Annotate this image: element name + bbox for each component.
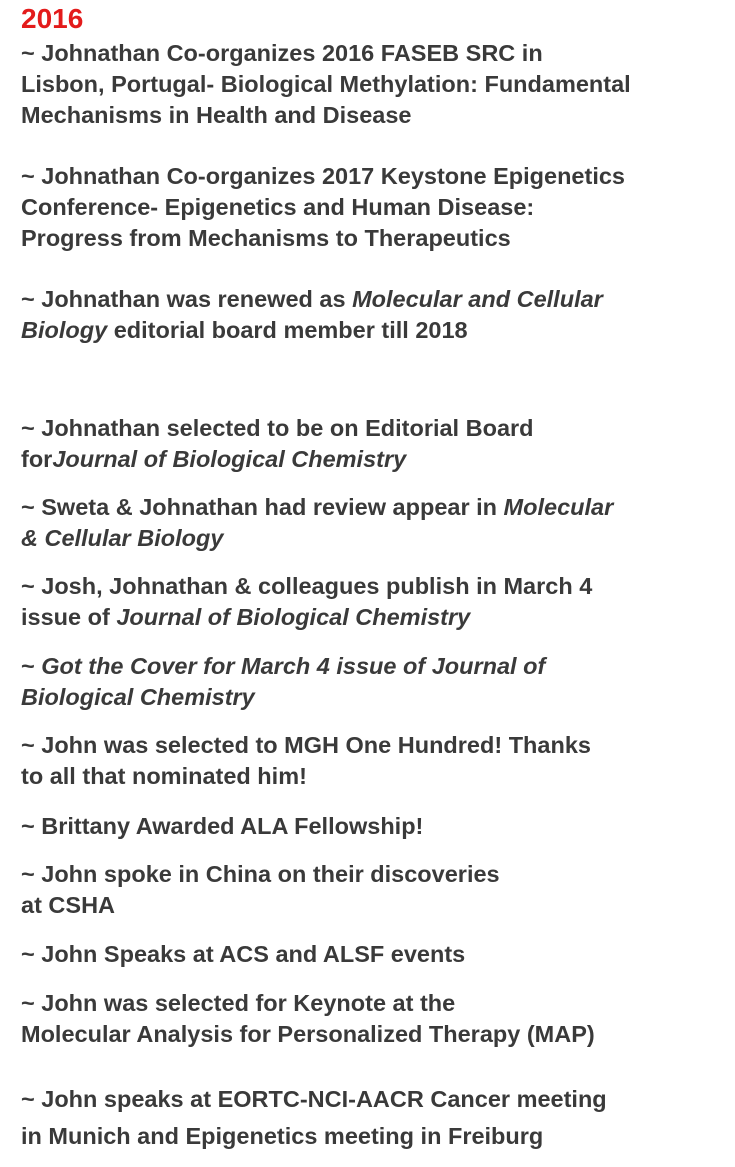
italic-title-text: Journal of Biological Chemistry — [52, 446, 407, 472]
news-item-line — [21, 161, 726, 192]
news-item — [21, 988, 726, 1050]
news-text: at CSHA — [21, 892, 116, 918]
news-text: issue of — [21, 604, 117, 630]
news-item — [21, 413, 726, 475]
news-text: ~ John was selected for Keynote at the — [21, 990, 456, 1016]
news-item-line — [21, 682, 726, 713]
italic-title-text: Biological Chemistry — [21, 684, 255, 710]
news-text: ~ Johnathan Co-organizes 2016 FASEB SRC in — [21, 40, 543, 66]
news-item-line — [21, 492, 726, 523]
news-text: Lisbon, Portugal- Biological Methylation: Fundamental — [21, 71, 631, 97]
news-text: Molecular Analysis for Personalized Therapy (MAP) — [21, 1021, 595, 1047]
news-text: in Munich and Epigenetics meeting in Freiburg — [21, 1123, 544, 1149]
year-heading: 2016 — [21, 3, 84, 34]
news-text: ~ Johnathan Co-organizes 2017 Keystone Epigenetics — [21, 163, 625, 189]
news-item — [21, 161, 726, 254]
news-item-line — [21, 413, 726, 444]
news-text: Conference- Epigenetics and Human Disease: — [21, 194, 535, 220]
news-item-line — [21, 192, 726, 223]
news-item-line — [21, 859, 726, 890]
news-item-line — [21, 811, 726, 842]
news-item-line — [21, 100, 726, 131]
italic-title-text: Molecular and Cellular — [352, 286, 603, 312]
news-item — [21, 571, 726, 633]
italic-title-text: Got the Cover for March 4 issue of Journal of — [41, 653, 546, 679]
news-item-line — [21, 284, 726, 315]
news-item-line — [21, 69, 726, 100]
news-text: ~ Brittany Awarded ALA Fellowship! — [21, 813, 424, 839]
italic-title-text: Biology — [21, 317, 108, 343]
news-item-line — [21, 38, 726, 69]
news-item-line — [21, 602, 726, 633]
news-text: ~ — [21, 653, 42, 679]
news-text: ~ Johnathan selected to be on Editorial Board — [21, 415, 534, 441]
italic-title-text: Molecular — [503, 494, 614, 520]
news-item — [21, 651, 726, 713]
news-text: ~ John Speaks at ACS and ALSF events — [21, 941, 466, 967]
news-item — [21, 1081, 726, 1155]
news-text: ~ John spoke in China on their discoveries — [21, 861, 500, 887]
news-item-line — [21, 939, 726, 970]
news-item-line — [21, 444, 726, 475]
news-item-line — [21, 651, 726, 682]
news-item-line — [21, 761, 726, 792]
news-text: ~ John was selected to MGH One Hundred! Thanks — [21, 732, 591, 758]
news-item — [21, 492, 726, 554]
news-item-line — [21, 1019, 726, 1050]
news-item — [21, 811, 726, 842]
news-item-line — [21, 1118, 726, 1155]
news-item-line — [21, 315, 726, 346]
news-text: ~ John speaks at EORTC-NCI-AACR Cancer meeting — [21, 1086, 607, 1112]
news-item — [21, 284, 726, 346]
news-item — [21, 939, 726, 970]
news-text: ~ Johnathan was renewed as — [21, 286, 353, 312]
news-item-line — [21, 571, 726, 602]
news-item — [21, 38, 726, 131]
news-text: Progress from Mechanisms to Therapeutics — [21, 225, 511, 251]
italic-title-text: & Cellular Biology — [21, 525, 224, 551]
news-text: editorial board member till 2018 — [107, 317, 468, 343]
news-item-line — [21, 223, 726, 254]
news-item-line — [21, 988, 726, 1019]
news-text: ~ Josh, Johnathan & colleagues publish in March 4 — [21, 573, 593, 599]
news-item — [21, 859, 726, 921]
news-item-line — [21, 890, 726, 921]
news-item — [21, 730, 726, 792]
news-text: ~ Sweta & Johnathan had review appear in — [21, 494, 504, 520]
news-text: for — [21, 446, 53, 472]
news-item-line — [21, 1081, 726, 1118]
news-item-line — [21, 523, 726, 554]
news-text: Mechanisms in Health and Disease — [21, 102, 412, 128]
news-item-line — [21, 730, 726, 761]
italic-title-text: Journal of Biological Chemistry — [116, 604, 471, 630]
news-text: to all that nominated him! — [21, 763, 307, 789]
